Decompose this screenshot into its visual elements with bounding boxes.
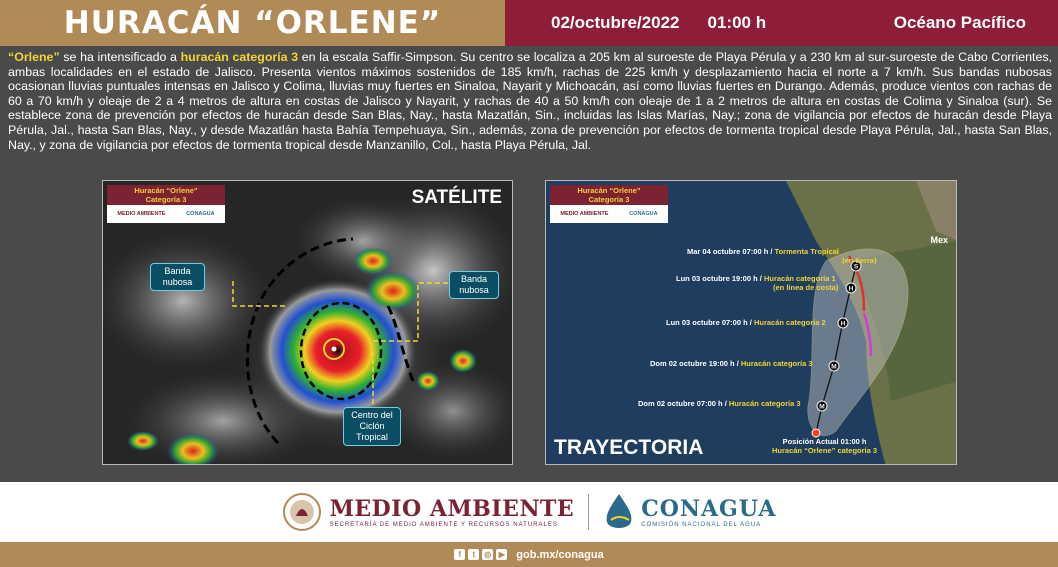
ma-logo [330,496,575,528]
point-category: Tormenta Tropical [774,247,840,256]
point-extra: (en línea de costa) [773,283,839,292]
card-cn-logo: CONAGUA [629,211,658,217]
facebook-icon[interactable]: f [454,549,465,560]
conagua-drop-icon [603,492,635,532]
ma-logo-text: MEDIO AMBIENTE [329,496,575,522]
cn-logo [641,496,776,528]
track-point-4 [650,359,813,368]
website-link[interactable]: gob.mx/conagua [516,548,604,561]
storm-name: “Orlene” [8,50,60,64]
bulletin-part-1: se ha intensificado a [59,50,181,64]
point-date: Dom 02 octubre 07:00 h / [638,399,727,408]
card-ma-logo: MEDIO AMBIENTE [117,211,166,217]
point-category: Huracán categoría 3 [728,399,801,408]
track-panel [545,180,957,465]
ma-logo-subtitle: SECRETARÍA DE MEDIO AMBIENTE Y RECURSOS NATURALES [329,522,558,528]
ocean-label: Océano Pacífico [893,13,1026,32]
point-date: Lun 03 octubre 19:00 h / [676,274,762,283]
bulletin-part-2: en la escala Saffir-Simpson. Su centro se localiza a 205 km al suroeste de Playa Pérula y a 230 km al sur-suroeste de Cabo Corrientes, ambas localidades en el estado de Jalisco. Presenta vientos máximos sostenidos de 185 km/h, rachas de 225 km/h y desplazamiento hacia el norte a 7 km/h. Sus bandas nubosas ocasionan lluvias puntuales intensas en Jalisco y Colima, lluvias muy fuertes en Sinaloa, Nayarit y Michoacán, así como lluvias fuertes en Durango. Además, produce vientos con rachas de 60 a 70 km/h y oleaje de 2 a 4 metros de altura en costas de Jalisco y Nayarit, y rachas de 40 a 50 km/h con oleaje de 1 a 2 metros de altura en costas de Colima y Sinaloa (sur). Se establece zona de prevención por efectos de huracán desde San Blas, Nay., hasta Mazatlán, Sin., incluidas las Islas Marías, Nay.; zona de vigilancia por efectos de huracán desde Playa Pérula, Jal., hasta San Blas, Nay., y desde Mazatlán hasta Bahía Tempehuaya, Sin., además, zona de prevención por efectos de tormenta tropical desde Playa Pérula, Jal., hasta San Blas, Nay., y zona de vigilancia por efectos de tormenta tropical desde Manzanillo, Col., hasta Playa Pérula, Jal. [8,50,1052,152]
track-marker: S [853,263,859,271]
point-category: Huracán categoría 3 [740,359,813,368]
track-marker: H [840,320,846,328]
point-date: Mar 04 octubre 07:00 h / [687,247,773,256]
coat-of-arms-icon [282,492,322,532]
card-title: Huracán “Orlene” [577,186,641,195]
satellite-title: SATÉLITE [411,187,502,208]
card-title: Huracán “Orlene” [134,186,198,195]
title-block [0,0,505,46]
card-category: Categoría 3 [588,195,630,204]
logo-divider [588,494,589,530]
track-card [550,185,668,223]
track-title: TRAYECTORIA [554,436,704,459]
card-ma-logo: MEDIO AMBIENTE [560,211,609,217]
track-point-1 [687,247,877,265]
current-position-name: Huracán “Orlene” categoría 3 [772,446,878,455]
satellite-image [103,181,513,465]
info-block [505,0,1058,46]
satellite-card [107,185,225,223]
satellite-panel [102,180,513,465]
point-category: Huracán categoría 2 [753,318,826,327]
footer-logos [0,482,1058,542]
header-bar [0,0,1058,46]
band-label-right: Banda nubosa [449,271,499,299]
current-position-time: Posición Actual 01:00 h [782,437,867,446]
center-label: Centro del Ciclón Tropical [343,407,401,446]
twitter-icon[interactable]: t [468,549,479,560]
point-extra: (en tierra) [842,256,877,265]
current-position-label [772,437,877,455]
track-marker: M [831,363,837,371]
card-cn-logo: CONAGUA [186,211,215,217]
storm-category: huracán categoría 3 [180,50,299,64]
bulletin-time: 01:00 h [707,13,767,32]
point-date: Dom 02 octubre 19:00 h / [650,359,739,368]
track-marker: H [848,285,854,293]
track-point-3 [666,318,826,327]
cn-logo-text: CONAGUA [641,496,777,522]
track-marker: M [819,403,825,411]
youtube-icon[interactable]: ▶ [496,549,507,560]
band-label-left: Banda nubosa [150,263,205,291]
map-label-mex: Mex [930,235,948,245]
track-point-5 [638,399,801,408]
page-title: HURACÁN “ORLENE” [63,5,442,41]
card-category: Categoría 3 [145,195,187,204]
cn-logo-subtitle: COMISIÓN NACIONAL DEL AGUA [641,522,762,528]
bulletin-text [8,50,1052,152]
point-category: Huracán categoría 1 [763,274,836,283]
instagram-icon[interactable]: ◎ [482,549,493,560]
point-date: Lun 03 octubre 07:00 h / [666,318,752,327]
bottom-bar [0,542,1058,567]
bulletin-date: 02/octubre/2022 [551,13,680,32]
track-point-2 [676,274,838,292]
